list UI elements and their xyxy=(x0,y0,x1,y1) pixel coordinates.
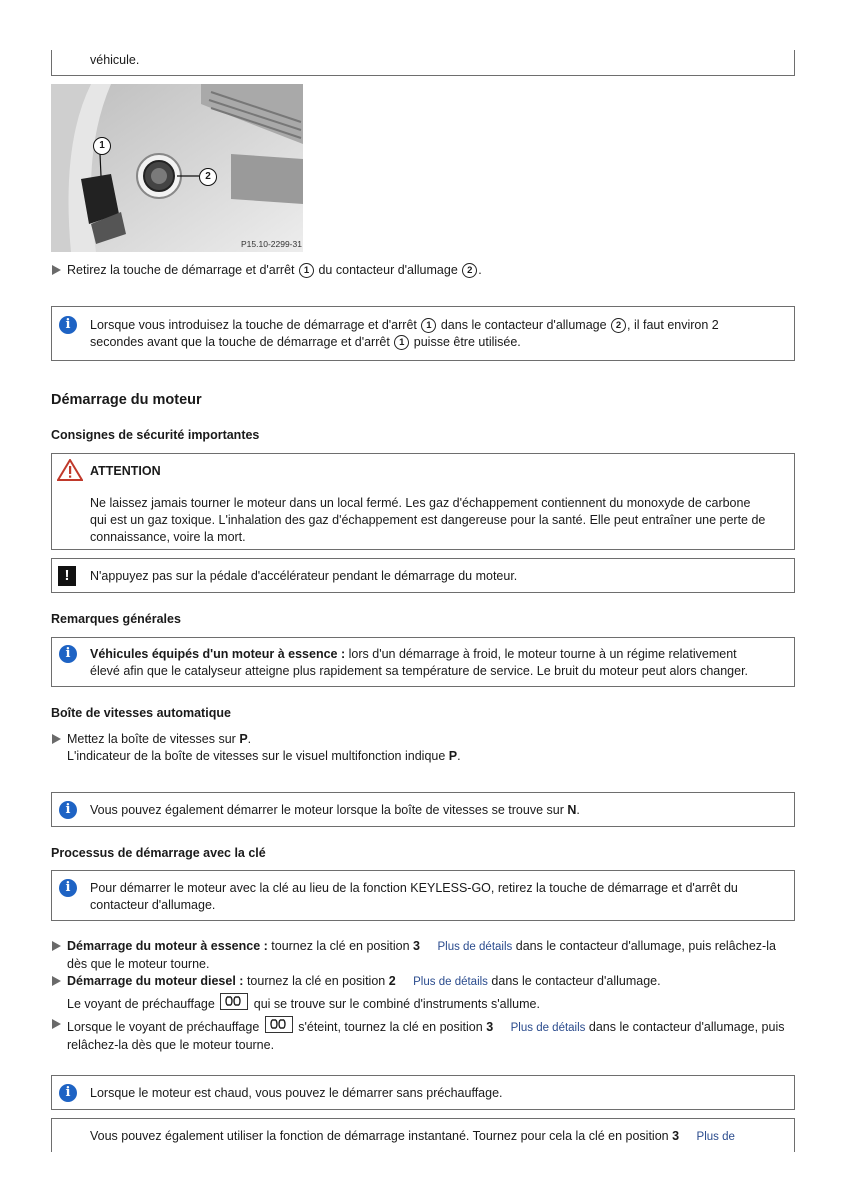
general-remarks-title: Remarques générales xyxy=(51,612,181,626)
step-arrow-icon xyxy=(52,976,61,986)
key-start-title: Processus de démarrage avec la clé xyxy=(51,846,266,860)
figure-caption: P15.10-2299-31 xyxy=(241,239,302,249)
exclamation-icon: ! xyxy=(58,566,76,586)
step-diesel-line2: Le voyant de préchauffage qui se trouve sur le combiné d'instruments s'allume. xyxy=(67,993,797,1013)
info-key-text: Pour démarrer le moteur avec la clé au lieu de la fonction KEYLESS-GO, retirez la touche de démarrage et d'arrêt du contacteur d'allumage. xyxy=(90,881,738,912)
notice-box xyxy=(51,558,795,593)
callout-1: 1 xyxy=(93,137,111,155)
info-petrol-text: Véhicules équipés d'un moteur à essence : lors d'un démarrage à froid, le moteur tourne à un régime relativement élevé afin que le catalyseur atteigne plus rapidement sa température de service. Le bruit du moteur peut alors changer. xyxy=(90,647,749,678)
ignition-illustration xyxy=(51,84,303,252)
warning-text: Ne laissez jamais tourner le moteur dans un local fermé. Les gaz d'échappement contiennent du monoxyde de carbone qui est un gaz toxique. L'inhalation des gaz d'échappement est dangereuse pour la santé. Elle peut entraîner une perte de connaissance, voire la mort. xyxy=(90,496,766,544)
step-arrow-icon xyxy=(52,265,61,275)
notice-text: N'appuyez pas sur la pédale d'accélérateur pendant le démarrage du moteur. xyxy=(90,569,518,583)
details-link[interactable]: Plus de détails xyxy=(510,1022,586,1034)
details-link[interactable]: Plus de xyxy=(696,1131,735,1143)
circled-2-icon: 2 xyxy=(611,318,626,333)
info-box-key xyxy=(51,870,795,921)
circled-1-icon: 1 xyxy=(394,335,409,350)
callout-2: 2 xyxy=(199,168,217,186)
circled-1-icon: 1 xyxy=(421,318,436,333)
info-icon: i xyxy=(59,645,77,663)
details-link[interactable]: Plus de détails xyxy=(437,941,513,953)
gearbox-title: Boîte de vitesses automatique xyxy=(51,706,231,720)
info-warm-text: Lorsque le moteur est chaud, vous pouvez le démarrer sans préchauffage. xyxy=(90,1086,503,1100)
warning-title: ATTENTION xyxy=(90,464,161,478)
info-box-petrol xyxy=(51,637,795,687)
details-link[interactable]: Plus de détails xyxy=(413,976,488,988)
top-note-text: véhicule. xyxy=(90,53,140,67)
step-remove-key: Retirez la touche de démarrage et d'arrêt 1 du contacteur d'allumage 2 . xyxy=(67,263,482,277)
step-arrow-icon xyxy=(52,1019,61,1029)
step-gear: Mettez la boîte de vitesses sur P. L'indicateur de la boîte de vitesses sur le visuel multifonction indique P. xyxy=(67,732,461,763)
ignition-figure xyxy=(51,84,303,252)
info-insert-text: Lorsque vous introduisez la touche de démarrage et d'arrêt 1 dans le contacteur d'allumage 2 , il faut environ 2 secondes avant que la touche de démarrage et d'arrêt 1 puisse être utilisée. xyxy=(90,318,719,349)
safety-subtitle: Consignes de sécurité importantes xyxy=(51,428,260,442)
info-icon: i xyxy=(59,879,77,897)
bottom-note-box xyxy=(51,1118,795,1152)
info-neutral-text: Vous pouvez également démarrer le moteur lorsque la boîte de vitesses se trouve sur N. xyxy=(90,803,580,817)
circled-2-icon: 2 xyxy=(462,263,477,278)
info-icon: i xyxy=(59,316,77,334)
info-icon: i xyxy=(59,801,77,819)
circled-1-icon: 1 xyxy=(299,263,314,278)
top-note-box xyxy=(51,50,795,76)
warning-triangle-icon xyxy=(57,459,83,481)
glow-plug-icon xyxy=(220,993,248,1010)
info-box-warm-engine xyxy=(51,1075,795,1110)
step-arrow-icon xyxy=(52,734,61,744)
step-glow: Lorsque le voyant de préchauffage s'éteint, tournez la clé en position 3 Plus de détails dans le contacteur d'allumage, puis relâchez-la dès que le moteur tourne. xyxy=(67,1016,797,1054)
warning-box xyxy=(51,453,795,550)
glow-plug-icon xyxy=(265,1016,293,1033)
info-icon: i xyxy=(59,1084,77,1102)
step-petrol: Démarrage du moteur à essence : tournez la clé en position 3 Plus de détails dans le contacteur d'allumage, puis relâchez-la dès que le moteur tourne. xyxy=(67,939,776,971)
bottom-note-text: Vous pouvez également utiliser la fonction de démarrage instantané. Tournez pour cela la clé en position 3 Plus de xyxy=(90,1129,735,1143)
step-diesel: Démarrage du moteur diesel : tournez la clé en position 2 Plus de détails dans le contacteur d'allumage. xyxy=(67,974,661,988)
info-box-neutral xyxy=(51,792,795,827)
info-box-insert-key xyxy=(51,306,795,361)
section-title: Démarrage du moteur xyxy=(51,392,202,408)
step-arrow-icon xyxy=(52,941,61,951)
